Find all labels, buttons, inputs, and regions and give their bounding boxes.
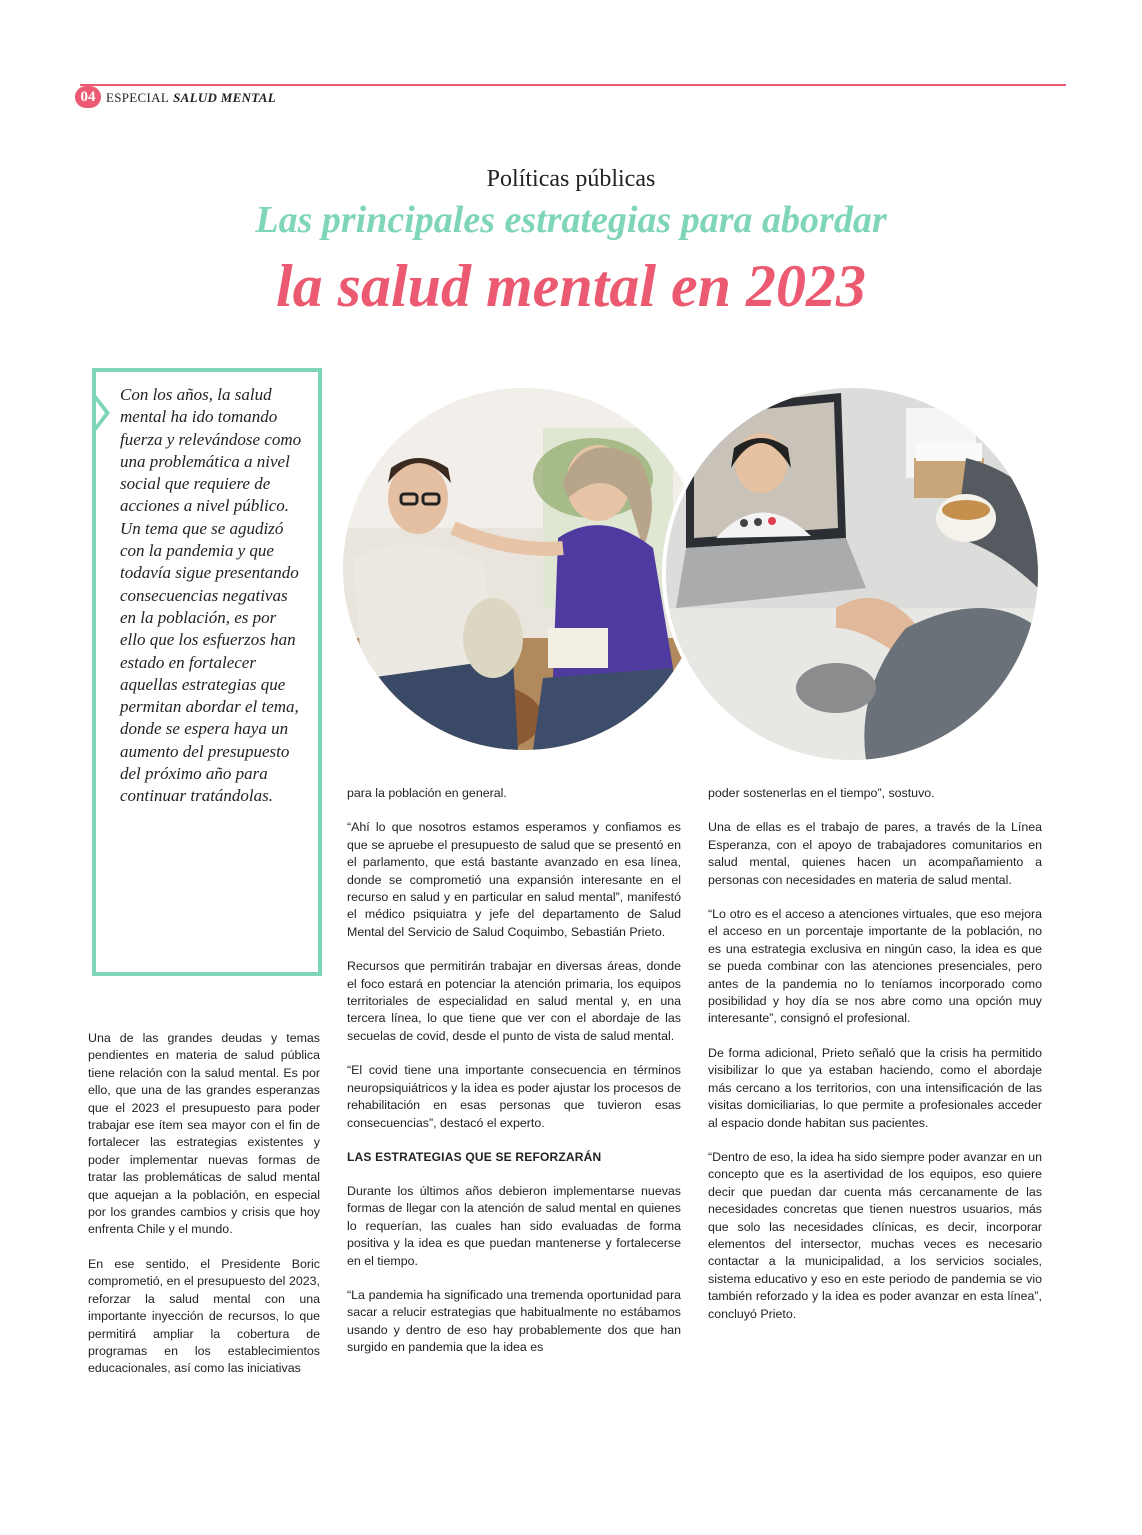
pullquote-notch-inner bbox=[96, 401, 105, 425]
paragraph: “El covid tiene una importante consecuencia en términos neuropsiquiátricos y la idea es poder ajustar los procesos de rehabilitación en esas personas que tuvieron esas consecuencias”, destacó el experto. bbox=[347, 1063, 681, 1130]
paragraph: Una de las grandes deudas y temas pendientes en materia de salud pública tiene relación con la salud mental. Es por ello, que una de las grandes esperanzas que el 2023 el presupuesto para poder trabajar ese ítem sea mayor con el fin de fortalecer las estrategias existentes y poder implementar nuevas formas de tratar las problemáticas de salud mental que aquejan a la población, en especial por los grandes cambios y crisis que hoy enfrenta Chile y el mundo. bbox=[88, 1031, 320, 1237]
section-label bbox=[106, 90, 276, 106]
paragraph: Recursos que permitirán trabajar en diversas áreas, donde el foco estará en potenciar la atención primaria, los equipos territoriales de especialidad en salud mental y, en una tercera línea, lo que tiene que ver con el abordaje de las secuelas de covid, desde el punto de vista de salud mental. bbox=[347, 959, 681, 1043]
subheading: LAS ESTRATEGIAS QUE SE REFORZARÁN bbox=[347, 1149, 602, 1164]
article-kicker: Políticas públicas bbox=[486, 166, 656, 192]
section-name: ESPECIAL bbox=[106, 90, 170, 105]
paragraph: En ese sentido, el Presidente Boric comprometió, en el presupuesto del 2023, reforzar la salud mental con una importante inyección de recursos, lo que permitirá ampliar la cobertura de programas en los establecimientos educacionales, así como las iniciativas bbox=[88, 1256, 320, 1376]
paragraph: Durante los últimos años debieron implementarse nuevas formas de llegar con la atención de salud mental en quienes lo requerían, las cuales han sido evaluadas de forma positiva y la idea es que puedan mantenerse y fortalecerse en el tiempo. bbox=[347, 1183, 681, 1268]
paragraph: “La pandemia ha significado una tremenda oportunidad para sacar a relucir estrategias que habitualmente no estábamos usando y dentro de eso hay probablemente dos que han surgido en pandemia que la idea es bbox=[347, 1287, 681, 1355]
therapy-session-illustration bbox=[343, 388, 705, 750]
header-rule bbox=[80, 84, 1066, 86]
video-call-illustration bbox=[666, 388, 1038, 760]
video-call-photo bbox=[662, 384, 1042, 764]
paragraph: “Dentro de eso, la idea ha sido siempre poder avanzar en un concepto que es la asertividad de los equipos, eso quiere decir que puedan dar cuenta más cercanamente de las necesidades concretas que tienen nuestros usuarios, más que solo las necesidades clínicas, es decir, incorporar elementos del intersector, muchas veces es necesario contactar a la municipalidad, a los servicios sociales, sistema educativo y eso en este periodo de pandemia se vio también reforzado y la idea es poder avanzar en esta línea”, concluyó Prieto. bbox=[708, 1149, 1042, 1321]
pullquote-text: Con los años, la salud mental ha ido tomando fuerza y relevándose como una problemática a nivel social que requiere de acciones a nivel público. Un tema que se agudizó con la pandemia y que todavía sigue presentando consecuencias negativas en la población, es por ello que los esfuerzos han estado en fortalecer aquellas estrategias que permitan abordar el tema, donde se espera haya un aumento del presupuesto del próximo año para continuar tratándolas. bbox=[120, 385, 302, 806]
paragraph: Una de ellas es el trabajo de pares, a través de la Línea Esperanza, con el apoyo de trabajadores comunitarios en salud mental, quienes hacen un acompañamiento a personas con necesidades en materia de salud mental. bbox=[708, 820, 1042, 887]
column-1 bbox=[88, 1030, 320, 1395]
headline-line-2: la salud mental en 2023 bbox=[275, 253, 867, 319]
section-topic: SALUD MENTAL bbox=[173, 90, 276, 105]
paragraph: “Lo otro es el acceso a atenciones virtuales, que eso mejora el acceso en un porcentaje importante de la población, no es una estrategia exclusiva en ningún caso, la idea es que se pueda combinar con las atenciones presenciales, pero antes de la pandemia no lo teníamos incorporado como posibilidad y hoy día se nos abre como una opción muy interesante”, consignó el profesional. bbox=[708, 907, 1042, 1026]
paragraph: “Ahí lo que nosotros estamos esperamos y confiamos es que se apruebe el presupuesto de salud que se presentó en el parlamento, que está bastante avanzado en esa línea, donde se comprometió una expansión interesante en el recurso en salud y en particular en salud mental”, manifestó el médico psiquiatra y jefe del departamento de Salud Mental del Servicio de Salud Coquimbo, Sebastián Prieto. bbox=[347, 820, 681, 939]
paragraph: para la población en general. bbox=[347, 786, 507, 800]
column-3 bbox=[708, 785, 1042, 1340]
therapy-session-photo bbox=[343, 388, 705, 750]
page-number-badge: 04 bbox=[75, 86, 101, 108]
paragraph: De forma adicional, Prieto señaló que la crisis ha permitido visibilizar lo que ya estaban haciendo, como el abordaje más cercano a los territorios, con una intensificación de las visitas domiciliarias, lo que permite a profesionales acceder al espacio donde habitan sus pacientes. bbox=[708, 1045, 1042, 1130]
headline-line-1: Las principales estrategias para abordar bbox=[255, 199, 887, 241]
column-2 bbox=[347, 785, 681, 1374]
paragraph: poder sostenerlas en el tiempo”, sostuvo. bbox=[708, 786, 935, 800]
